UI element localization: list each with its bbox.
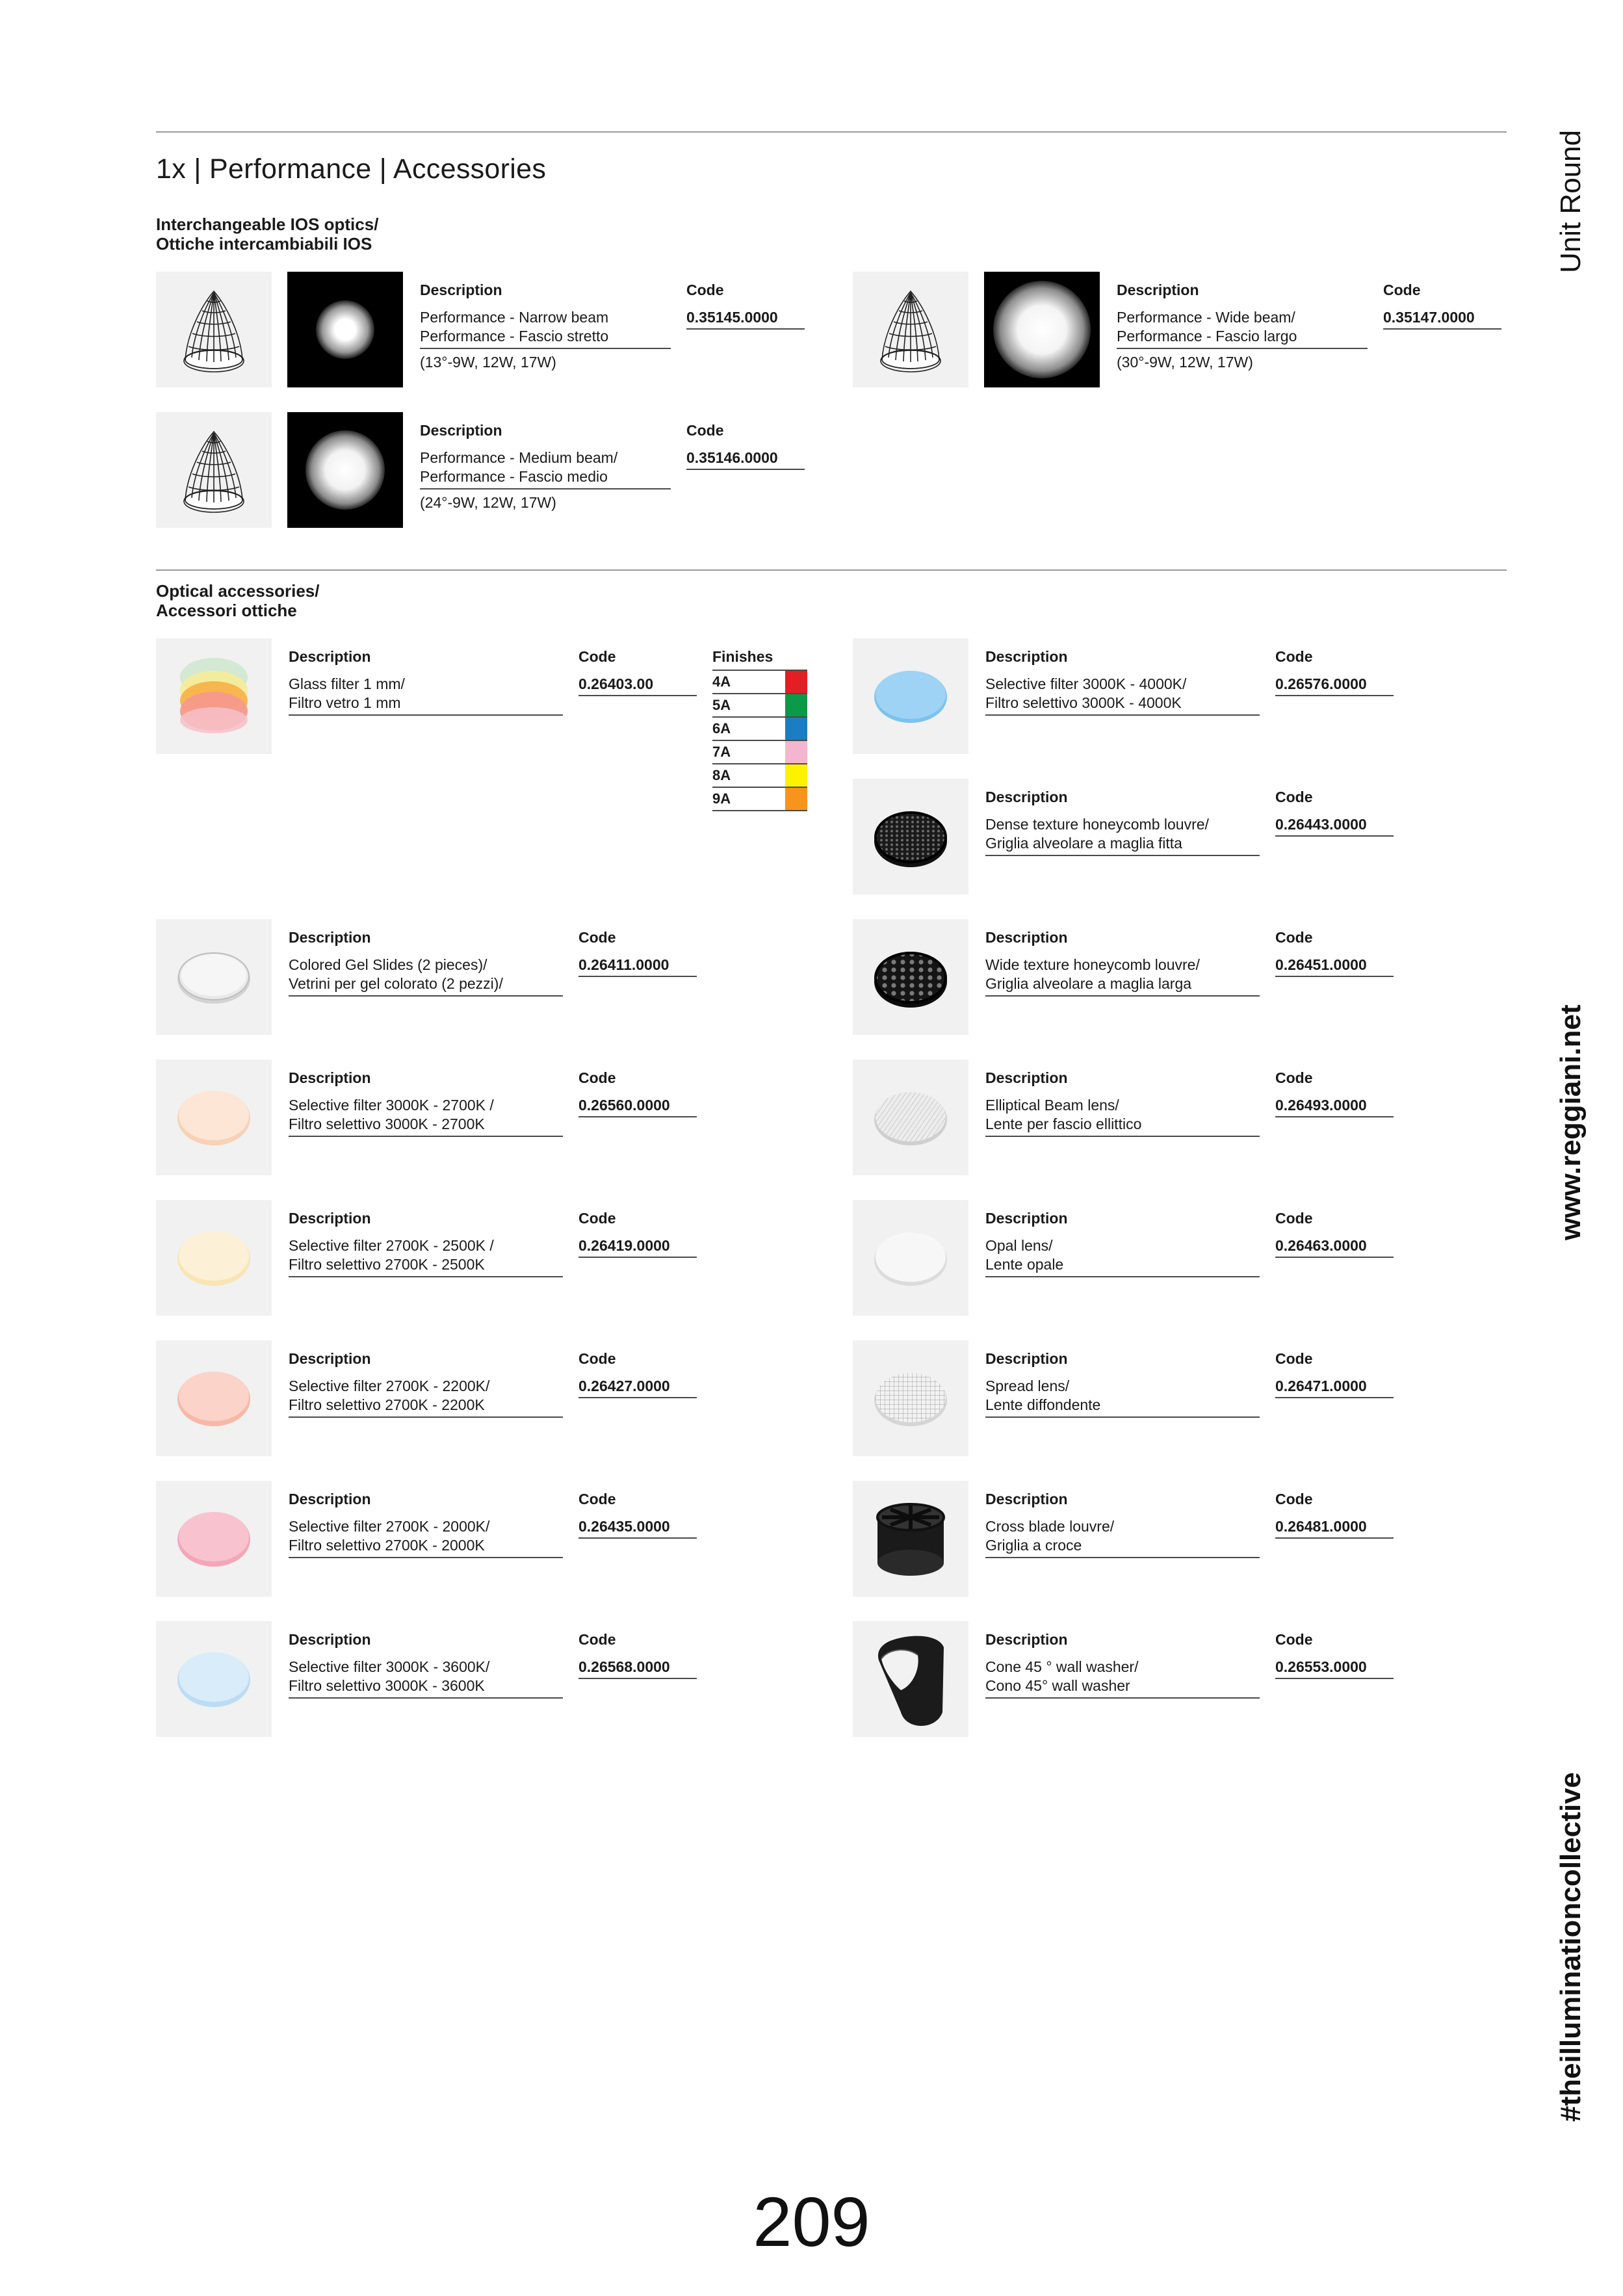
wide-honeycomb-icon [853, 919, 968, 1035]
opt-code-glass-filter: Code 0.26403.00 [578, 647, 697, 696]
opt-item-dense-honeycomb: Description Dense texture honeycomb louvre/ Griglia alveolare a maglia fitta [985, 788, 1260, 856]
finish-code: 7A [712, 744, 731, 760]
finish-row [712, 694, 807, 718]
page-title: 1x | Performance | Accessories [156, 153, 547, 185]
cone-wall-washer-icon [853, 1621, 968, 1737]
filter-cream-icon [156, 1200, 272, 1316]
finish-code: 4A [712, 673, 731, 690]
opt-item-cone-wall-washer: Description Cone 45 ° wall washer/ Cono 45° wall washer [985, 1630, 1260, 1699]
ios-code-medium: Code 0.35146.0000 [686, 421, 805, 470]
finish-row [712, 788, 807, 811]
opt-code-wide-honeycomb: Code 0.26451.0000 [1275, 928, 1394, 977]
opt-code-filter-3000-2700: Code 0.26560.0000 [578, 1069, 697, 1117]
optical-section-title: Optical accessories/ Accessori ottiche [156, 581, 320, 620]
finish-swatch [785, 671, 807, 693]
finish-code: 9A [712, 790, 731, 807]
spread-lens-icon [853, 1340, 968, 1456]
filter-blue-icon [853, 638, 968, 754]
finish-swatch [785, 764, 807, 787]
opt-code-gel-slides: Code 0.26411.0000 [578, 928, 697, 977]
opt-item-opal-lens: Description Opal lens/ Lente opale [985, 1209, 1260, 1277]
opt-item-filter-3000-4000: Description Selective filter 3000K - 4000K/ Filtro selettivo 3000K - 4000K [985, 647, 1260, 716]
ios-section-title: Interchangeable IOS optics/ Ottiche intercambiabili IOS [156, 215, 379, 254]
wide-reflector-icon [853, 272, 968, 387]
opt-item-filter-2700-2500: Description Selective filter 2700K - 2500K / Filtro selettivo 2700K - 2500K [289, 1209, 563, 1277]
opt-code-filter-3000-3600: Code 0.26568.0000 [578, 1630, 697, 1679]
elliptical-lens-icon [853, 1060, 968, 1175]
finish-code: 8A [712, 767, 731, 783]
finish-swatch [785, 741, 807, 763]
opt-code-opal-lens: Code 0.26463.0000 [1275, 1209, 1394, 1258]
opt-code-spread-lens: Code 0.26471.0000 [1275, 1350, 1394, 1398]
opt-item-cross-blade-louvre: Description Cross blade louvre/ Griglia a croce [985, 1490, 1260, 1558]
side-text-hashtag: #theilluminationcollective [1555, 1772, 1587, 2122]
opt-code-filter-2700-2200: Code 0.26427.0000 [578, 1350, 697, 1398]
cross-blade-louvre-icon [853, 1481, 968, 1597]
medium-reflector-icon [156, 412, 272, 528]
opt-code-filter-2700-2000: Code 0.26435.0000 [578, 1490, 697, 1539]
finish-row [712, 718, 807, 741]
opt-item-filter-3000-2700: Description Selective filter 3000K - 2700K / Filtro selettivo 3000K - 2700K [289, 1069, 563, 1137]
opt-item-glass-filter: Description Glass filter 1 mm/ Filtro vetro 1 mm [289, 647, 563, 716]
ios-item-narrow: Description Performance - Narrow beam Performance - Fascio stretto (13°-9W, 12W, 17W) [420, 281, 671, 372]
opt-code-dense-honeycomb: Code 0.26443.0000 [1275, 788, 1394, 837]
ios-code-narrow: Code 0.35145.0000 [686, 281, 805, 330]
opt-item-elliptical-lens: Description Elliptical Beam lens/ Lente per fascio ellittico [985, 1069, 1260, 1137]
finish-row [712, 764, 807, 788]
narrow-beam-icon [287, 272, 403, 387]
filter-lightblue-icon [156, 1621, 272, 1737]
finishes-table: Finishes 4A 5A 6A 7A 8A 9A [712, 647, 807, 811]
wide-beam-icon [984, 272, 1100, 387]
filter-pink-icon [156, 1481, 272, 1597]
top-divider [156, 131, 1507, 133]
opt-code-cone-wall-washer: Code 0.26553.0000 [1275, 1630, 1394, 1679]
medium-beam-icon [287, 412, 403, 528]
opt-code-elliptical-lens: Code 0.26493.0000 [1275, 1069, 1394, 1117]
opt-item-filter-2700-2000: Description Selective filter 2700K - 2000K/ Filtro selettivo 2700K - 2000K [289, 1490, 563, 1558]
ios-code-wide: Code 0.35147.0000 [1383, 281, 1501, 330]
finish-swatch [785, 718, 807, 740]
finish-code: 5A [712, 697, 731, 713]
dense-honeycomb-icon [853, 779, 968, 894]
opt-item-spread-lens: Description Spread lens/ Lente diffondente [985, 1350, 1260, 1418]
filter-peach-icon [156, 1060, 272, 1175]
page-number: 209 [753, 2182, 870, 2261]
finish-swatch [785, 694, 807, 716]
finish-row [712, 671, 807, 694]
finish-swatch [785, 788, 807, 810]
ios-item-medium: Description Performance - Medium beam/ Performance - Fascio medio (24°-9W, 12W, 17W) [420, 421, 671, 512]
opal-lens-icon [853, 1200, 968, 1316]
filter-salmon-icon [156, 1340, 272, 1456]
narrow-reflector-icon [156, 272, 272, 387]
glass-filter-icon [156, 638, 272, 754]
gel-slide-icon [156, 919, 272, 1035]
finish-code: 6A [712, 720, 731, 737]
opt-code-filter-3000-4000: Code 0.26576.0000 [1275, 647, 1394, 696]
ios-item-wide: Description Performance - Wide beam/ Performance - Fascio largo (30°-9W, 12W, 17W) [1117, 281, 1368, 372]
finish-row [712, 741, 807, 764]
opt-item-wide-honeycomb: Description Wide texture honeycomb louvre/ Griglia alveolare a maglia larga [985, 928, 1260, 997]
opt-code-filter-2700-2500: Code 0.26419.0000 [578, 1209, 697, 1258]
opt-item-filter-3000-3600: Description Selective filter 3000K - 3600K/ Filtro selettivo 3000K - 3600K [289, 1630, 563, 1699]
side-text-unit-round: Unit Round [1555, 129, 1587, 273]
section-divider [156, 569, 1507, 571]
side-text-website[interactable]: www.reggiani.net [1555, 1004, 1587, 1240]
opt-item-filter-2700-2200: Description Selective filter 2700K - 2200K/ Filtro selettivo 2700K - 2200K [289, 1350, 563, 1418]
opt-code-cross-blade-louvre: Code 0.26481.0000 [1275, 1490, 1394, 1539]
opt-item-gel-slides: Description Colored Gel Slides (2 pieces)/ Vetrini per gel colorato (2 pezzi)/ [289, 928, 563, 997]
